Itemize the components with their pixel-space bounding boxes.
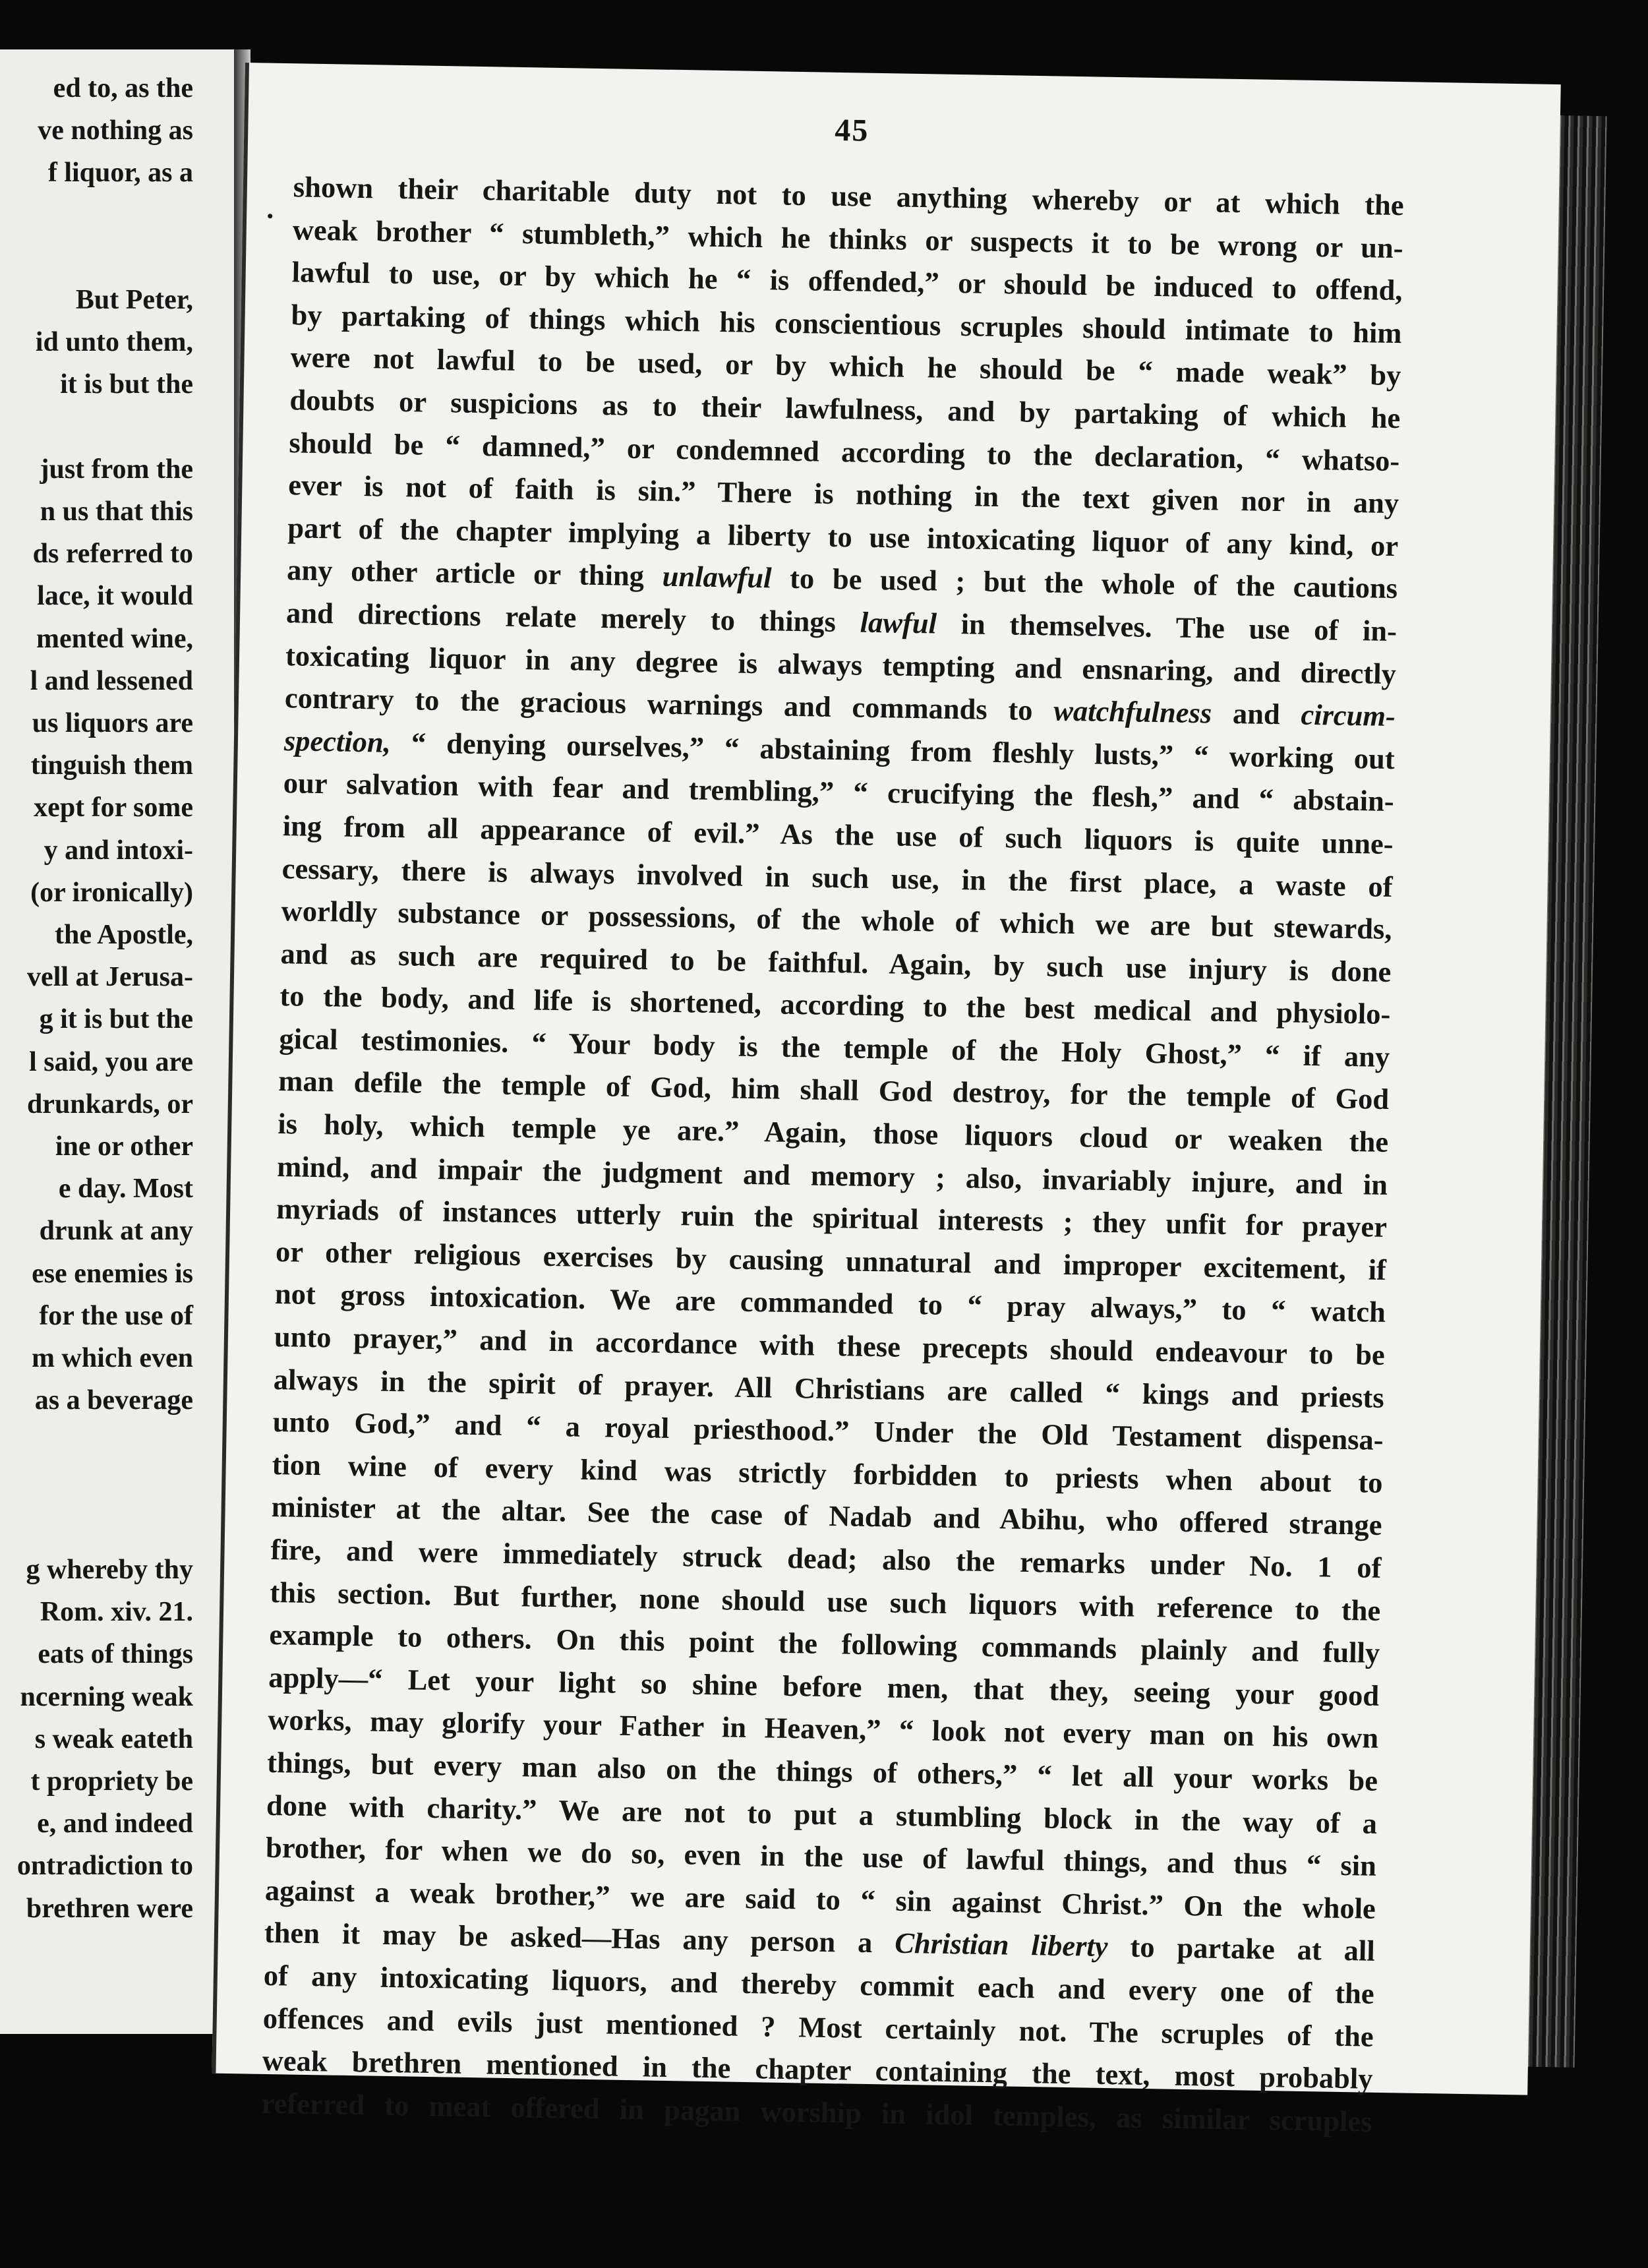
text-span: worldly substance or possessions, of the whole of which we are but stewards, <box>281 894 1392 946</box>
left-page-line: m which even <box>32 1343 193 1373</box>
text-span: weak brethren mentioned in the chapter containing the text, most probably <box>262 2043 1373 2095</box>
text-span: ever is not of faith is sin.” There is nothing in the text given nor in any <box>287 468 1399 520</box>
text-span: of any intoxicating liquors, and thereby commit each and every one of the <box>263 1958 1375 2010</box>
left-page-line: g whereby thy <box>26 1555 193 1585</box>
text-span: unto prayer,” and in accordance with these precepts should endeavour to be <box>274 1320 1386 1371</box>
text-span: to partake at all <box>1107 1930 1376 1968</box>
left-page-line: t propriety be <box>30 1766 193 1797</box>
left-page-line: y and intoxi- <box>44 835 193 866</box>
text-span: then it may be asked—Has any person a <box>264 1916 895 1960</box>
italic-span: circum- <box>1301 698 1396 733</box>
text-span: gical testimonies. “ Your body is the temple of the Holy Ghost,” “ if any <box>279 1021 1390 1073</box>
text-span: our salvation with fear and trembling,” “ crucifying the flesh,” and “ abstain- <box>283 766 1395 818</box>
left-page-line: ds referred to <box>32 539 193 570</box>
left-page-line: us liquors are <box>32 708 193 738</box>
text-span: “ denying ourselves,” “ abstaining from fleshly lusts,” “ working out <box>390 725 1396 775</box>
left-page-line: But Peter, <box>75 285 193 315</box>
left-page-line: ine or other <box>55 1131 193 1162</box>
text-span: tion wine of every kind was strictly forbidden to priests when about to <box>272 1447 1383 1499</box>
text-span: to be used ; but the whole of the cautions <box>771 561 1398 605</box>
left-page-line: as a beverage <box>34 1385 193 1416</box>
left-page-line: ontradiction to <box>16 1851 193 1882</box>
text-span: referred to meat offered in pagan worship in idol temples, as similar scruples <box>261 2086 1372 2138</box>
text-span: toxicating liquor in any degree is always tempting and ensnaring, and directly <box>285 638 1397 690</box>
left-page-line: e, and indeed <box>37 1808 193 1839</box>
left-page-line: the Apostle, <box>55 920 193 950</box>
text-span: mind, and impair the judgment and memory ; also, invariably injure, and in <box>276 1149 1388 1201</box>
left-page-line: n us that this <box>40 496 193 527</box>
left-page-line: it is but the <box>60 369 193 400</box>
text-span: example to others. On this point the following commands plainly and fully <box>269 1618 1380 1670</box>
left-page-line: g it is but the <box>39 1004 193 1035</box>
left-page-line: lace, it would <box>37 581 193 612</box>
text-span: by partaking of things which his conscientious scruples should intimate to him <box>291 297 1402 349</box>
left-page-line: just from the <box>40 454 193 485</box>
text-span: myriads of instances utterly ruin the spiritual interests ; they unfit for prayer <box>276 1192 1388 1244</box>
left-page-line: ese enemies is <box>32 1258 193 1289</box>
left-page-line: s weak eateth <box>34 1723 193 1754</box>
text-span: works, may glorify your Father in Heaven,” “ look not every man on his own <box>267 1703 1379 1755</box>
text-span: part of the chapter implying a liberty to use intoxicating liquor of any kind, or <box>287 510 1399 562</box>
left-page-line: eats of things <box>38 1639 193 1670</box>
italic-span: watchfulness <box>1053 694 1212 730</box>
left-page-line: xept for some <box>34 792 193 823</box>
left-page-line: l and lessened <box>30 665 193 696</box>
text-span: minister at the altar. See the case of Nadab and Abihu, who offered strange <box>271 1490 1382 1542</box>
text-span: ing from all appearance of evil.” As the use of such liquors is quite unne- <box>282 809 1394 860</box>
left-page-line: ve nothing as <box>38 115 193 146</box>
left-page-line: id unto them, <box>35 327 193 358</box>
italic-span: Christian liberty <box>894 1926 1108 1963</box>
text-span: shown their charitable duty not to use anything whereby or at which the <box>293 170 1405 222</box>
text-span: offences and evils just mentioned ? Most certainly not. The scruples of the <box>262 2001 1374 2053</box>
text-span: unto God,” and “ a royal priesthood.” Under the Old Testament dispensa- <box>272 1405 1384 1457</box>
margin-mark: . <box>266 192 274 225</box>
text-span: to the body, and life is shortened, according to the best medical and physiolo- <box>280 979 1391 1031</box>
previous-page-fragment <box>0 49 237 2034</box>
left-page-line: Rom. xiv. 21. <box>40 1597 193 1628</box>
text-span: brother, for when we do so, even in the use of lawful things, and thus “ sin <box>265 1831 1377 1882</box>
left-page-line: ncerning weak <box>20 1681 193 1712</box>
text-span: this section. But further, none should use such liquors with reference to the <box>270 1575 1381 1627</box>
text-span: contrary to the gracious warnings and commands to <box>284 681 1054 727</box>
left-page-line: drunkards, or <box>26 1089 193 1119</box>
page-number: 45 <box>834 112 869 148</box>
italic-span: unlawful <box>662 559 772 595</box>
left-page-line: (or ironically) <box>30 877 193 908</box>
text-span: and <box>1211 696 1301 731</box>
left-page-line: vell at Jerusa- <box>27 962 193 993</box>
left-page-line: mented wine, <box>36 623 193 654</box>
body-text <box>261 165 1404 2143</box>
text-span: against a weak brother,” we are said to “ sin against Christ.” On the whole <box>264 1873 1376 1925</box>
page-45 <box>212 63 1560 2138</box>
left-page-line: brethren were <box>26 1893 193 1924</box>
text-span: in themselves. The use of in- <box>936 607 1398 648</box>
text-span: were not lawful to be used, or by which he should be “ made weak” by <box>290 340 1401 392</box>
text-span: things, but every man also on the things of others,” “ let all your works be <box>266 1745 1378 1797</box>
text-span: weak brother “ stumbleth,” which he thinks or suspects it to be wrong or un- <box>292 212 1404 264</box>
text-span: cessary, there is always involved in such use, in the first place, a waste of <box>281 851 1393 903</box>
text-span: doubts or suspicions as to their lawfulness, and by partaking of which he <box>289 383 1401 435</box>
text-span: fire, and were immediately struck dead; also the remarks under No. 1 of <box>270 1532 1382 1584</box>
text-span: always in the spirit of prayer. All Christians are called “ kings and priests <box>273 1362 1385 1414</box>
text-span: should be “ damned,” or condemned according to the declaration, “ whatso- <box>289 425 1400 477</box>
text-span: and directions relate merely to things <box>285 596 861 639</box>
left-page-line: tinguish them <box>30 750 193 781</box>
text-span: or other religious exercises by causing unnatural and improper excitement, if <box>275 1234 1387 1286</box>
text-span: done with charity.” We are not to put a stumbling block in the way of a <box>266 1788 1378 1840</box>
text-span: any other article or thing <box>286 553 663 593</box>
left-page-line: for the use of <box>39 1300 193 1331</box>
text-span: is holy, which temple ye are.” Again, those liquors cloud or weaken the <box>277 1107 1389 1159</box>
text-span: man defile the temple of God, him shall God destroy, for the temple of God <box>278 1064 1390 1116</box>
italic-span: spection, <box>283 723 392 759</box>
left-page-line: drunk at any <box>39 1216 193 1247</box>
left-page-line: ed to, as the <box>53 73 193 104</box>
text-span: apply—“ Let your light so shine before men, that they, seeing your good <box>268 1660 1380 1712</box>
text-span: and as such are required to be faithful. Again, by such use injury is done <box>280 936 1392 988</box>
italic-span: lawful <box>860 605 937 640</box>
left-page-line: l said, you are <box>29 1046 193 1077</box>
text-span: not gross intoxication. We are commanded to “ pray always,” to “ watch <box>274 1277 1386 1329</box>
text-span: lawful to use, or by which he “ is offended,” or should be induced to offend, <box>291 255 1403 307</box>
left-page-line: e day. Most <box>58 1174 193 1205</box>
left-page-line: f liquor, as a <box>47 158 193 189</box>
